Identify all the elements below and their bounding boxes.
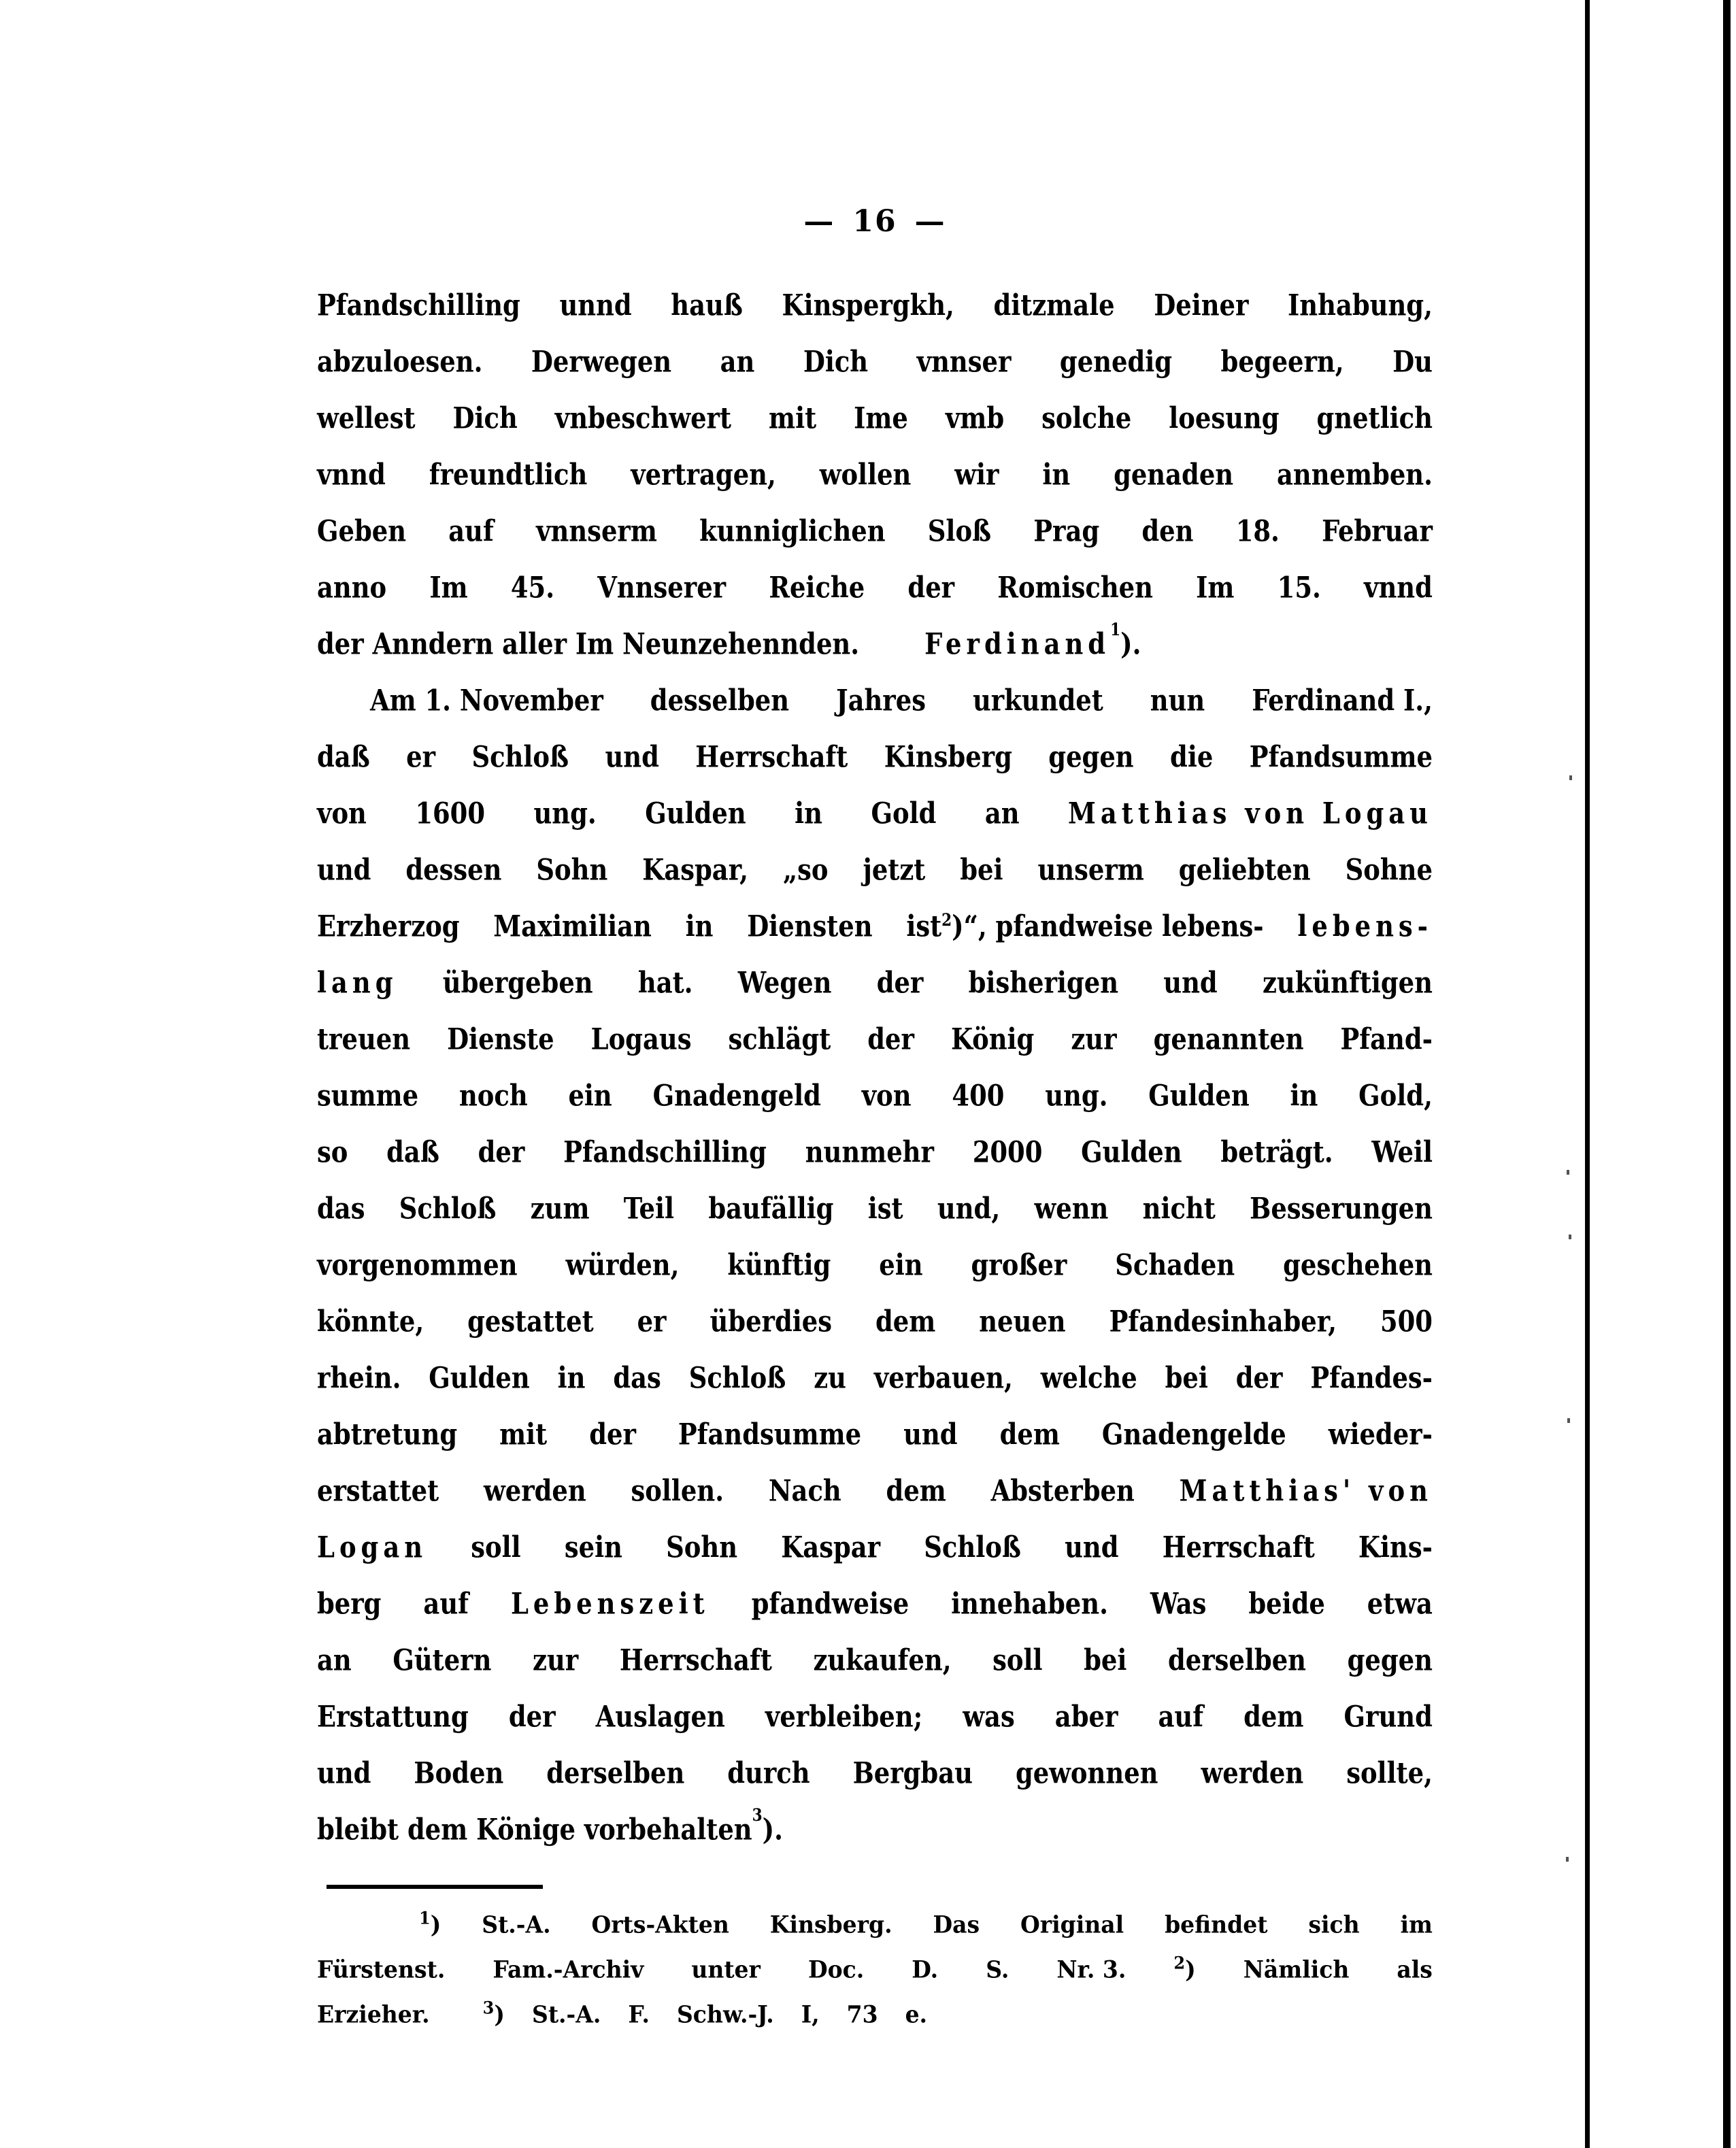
text-line: erstattet werden sollen. Nach dem Absterben Matthias' von (317, 1476, 1433, 1515)
footnote-marker-2: $^2$) (1173, 1952, 1196, 1983)
text-line: abzuloesen. Derwegen an Dich vnnser genedig begeern, Du (317, 344, 1433, 379)
emphasis-matthias-von: Matthias' von (1179, 1473, 1433, 1508)
footnote-ref-1[interactable]: 1 (1110, 618, 1121, 640)
scan-speck (1569, 1235, 1571, 1239)
text-line: daß er Schloß und Herrschaft Kinsberg gegen die Pfandsumme (317, 739, 1433, 774)
footnote-marker-3: $^3$) (482, 1997, 505, 2028)
text-line: könnte, gestattet er überdies dem neuen Pfandesinhaber, 500 (317, 1304, 1433, 1339)
emphasis-lebens: lebens- (1297, 909, 1433, 943)
text-line: anno Im 45. Vnnserer Reiche der Romischen Im 15. vnnd (317, 570, 1433, 605)
footnote-line: Erzieher. $^3$) St.-A. F. Schw.-J. I, 73 e. (317, 2002, 1433, 2034)
roman-insert-doc: Doc. (807, 1955, 865, 1983)
text-line: vnnd freundtlich vertragen, wollen wir in genaden annemben. (317, 457, 1433, 492)
page-text-block (317, 0, 1433, 2048)
text-line: rhein. Gulden in das Schloß zu verbauen, welche bei der Pfandes- (317, 1360, 1433, 1395)
text-line: Erzherzog Maximilian in Diensten ist$^2$)“, pfandweise lebens- lebens- (317, 911, 1433, 951)
folio-dash-left: — (803, 204, 835, 239)
text-line: Am 1. November desselben Jahres urkundet nun Ferdinand I., (370, 683, 1433, 718)
folio-number: 16 (852, 204, 897, 239)
text-line: wellest Dich vnbeschwert mit Ime vmb solche loesung gnetlich (317, 401, 1433, 435)
text-line: summe noch ein Gnadengeld von 400 ung. Gulden in Gold, (317, 1078, 1433, 1113)
footnote-line: $^1$) St.-A. Orts-Akten Kinsberg. Das Original befindet sich im (317, 1913, 1433, 1945)
footnote-ref-2[interactable]: 2 (941, 909, 952, 930)
scan-edge-outer (1723, 0, 1731, 2148)
emphasis-lang: lang (317, 965, 398, 1000)
text-line: Logan soll sein Sohn Kaspar Schloß und Herrschaft Kins- (317, 1532, 1433, 1572)
text-line: Geben auf vnnserm kunniglichen Sloß Prag den 18. Februar (317, 514, 1433, 548)
text-line: und Boden derselben durch Bergbau gewonnen werden sollte, (317, 1756, 1433, 1790)
text-line: von 1600 ung. Gulden in Gold an Matthias von Logau (317, 799, 1433, 838)
text-line: an Gütern zur Herrschaft zukaufen, soll bei derselben gegen (317, 1643, 1433, 1677)
text-line: vorgenommen würden, künftig ein großer Schaden geschehen (317, 1247, 1433, 1282)
scan-speck (1569, 775, 1572, 780)
text-line: Erstattung der Auslagen verbleiben; was aber auf dem Grund (317, 1699, 1433, 1734)
text-line: Pfandschilling unnd hauß Kinspergkh, ditzmale Deiner Inhabung, (317, 288, 1433, 322)
emphasis-matthias-von-logau: Matthias von Logau (1068, 796, 1433, 830)
text-line: das Schloß zum Teil baufällig ist und, wenn nicht Besserungen (317, 1191, 1433, 1226)
charter-signature: Ferdinand (924, 626, 1111, 661)
scan-speck (1567, 1418, 1570, 1423)
footnote-ref-3[interactable]: 3 (752, 1804, 763, 1826)
text-line: treuen Dienste Logaus schlägt der König zur genannten Pfand- (317, 1022, 1433, 1056)
footnote-marker-1: $^1$) (419, 1907, 441, 1939)
emphasis-lebenszeit: Lebenszeit (510, 1586, 710, 1621)
scan-speck (1566, 1857, 1569, 1862)
text-line: und dessen Sohn Kaspar, „so jetzt bei unserm geliebten Sohne (317, 852, 1433, 887)
emphasis-logan: Logan (317, 1530, 428, 1564)
text-line: so daß der Pfandschilling nunmehr 2000 Gulden beträgt. Weil (317, 1135, 1433, 1169)
body-text (317, 288, 1433, 1853)
text-line-last: bleibt dem Könige vorbehalten 3 ). (317, 1815, 1433, 1854)
text-line-signature: der Anndern aller Im Neunzehennden. Ferdinand 1 ). (317, 629, 1433, 669)
text-line: abtretung mit der Pfandsumme und dem Gnadengelde wieder- (317, 1417, 1433, 1451)
word-with-footnote: ist$^2$)“, pfandweise lebens- (906, 909, 1264, 943)
footnotes (317, 1907, 1433, 2033)
footnote-line: Fürstenst. Fam.-Archiv unter Doc. D. S. Nr. 3. $^2$) Nämlich als (317, 1958, 1433, 1990)
text-line: lang übergeben hat. Wegen der bisherigen und zukünftigen (317, 968, 1433, 1007)
text-line: berg auf Lebenszeit pfandweise innehaben. Was beide etwa (317, 1589, 1433, 1628)
scan-edge-inner (1585, 0, 1590, 2148)
scan-speck (1567, 1170, 1569, 1175)
page-number-header (317, 0, 1433, 239)
folio-dash-right: — (914, 204, 946, 239)
footnote-separator-rule (327, 1885, 543, 1889)
